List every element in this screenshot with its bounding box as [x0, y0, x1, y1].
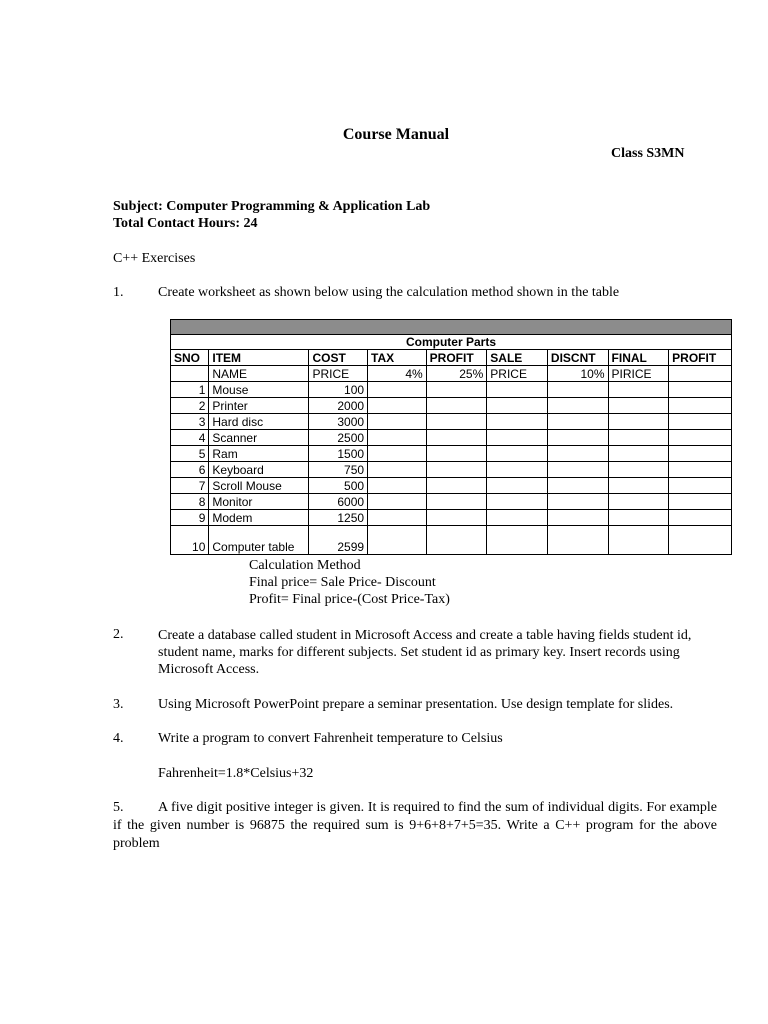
cell-cost: 750	[309, 462, 368, 478]
sub-header-sno	[171, 366, 209, 382]
table-subheader-row	[171, 366, 732, 382]
cell-cost: 2599	[309, 526, 368, 555]
exercise-2-number: 2.	[113, 627, 124, 642]
col-header-sale: SALE	[487, 350, 548, 366]
cell-item: Monitor	[209, 494, 309, 510]
sub-header-profit-2	[669, 366, 732, 382]
cell-sno: 2	[171, 398, 209, 414]
table-header-band	[171, 320, 732, 335]
exercise-3-text: Using Microsoft PowerPoint prepare a seminar presentation. Use design template for slides.	[158, 697, 674, 712]
cell-item: Keyboard	[209, 462, 309, 478]
cell-item: Scanner	[209, 430, 309, 446]
contact-hours: Total Contact Hours: 24	[113, 216, 258, 231]
col-header-tax: TAX	[368, 350, 427, 366]
table-row	[171, 382, 732, 398]
table-caption: Computer Parts	[171, 335, 732, 350]
exercise-2-text: Create a database called student in Microsoft Access and create a table having fields student id, student name, marks for different subjects. Set student id as primary key. Insert records using Microsoft Access.	[158, 628, 692, 677]
col-header-item: ITEM	[209, 350, 309, 366]
exercise-5-paragraph	[113, 799, 717, 853]
cell-cost: 2000	[309, 398, 368, 414]
table-row	[171, 398, 732, 414]
exercise-1-text: Create worksheet as shown below using the calculation method shown in the table	[158, 285, 620, 300]
cell-cost: 6000	[309, 494, 368, 510]
cell-sno: 3	[171, 414, 209, 430]
cell-item: Scroll Mouse	[209, 478, 309, 494]
cell-item: Computer table	[209, 526, 309, 555]
section-heading: C++ Exercises	[113, 251, 196, 266]
worksheet-table	[170, 319, 732, 555]
exercise-5-text: A five digit positive integer is given. It is required to find the sum of individual digits. For example if the given number is 96875 the required sum is 9+6+8+7+5=35. Write a C++ program for the above problem	[113, 800, 717, 851]
cell-item: Modem	[209, 510, 309, 526]
cell-item: Mouse	[209, 382, 309, 398]
class-label: Class S3MN	[611, 146, 685, 161]
calculation-final-price: Final price= Sale Price- Discount	[249, 575, 436, 590]
sub-header-cost: PRICE	[309, 366, 368, 382]
cell-sno: 10	[171, 526, 209, 555]
subject-line: Subject: Computer Programming & Application Lab	[113, 199, 431, 214]
exercise-4-formula: Fahrenheit=1.8*Celsius+32	[158, 766, 314, 781]
cell-sno: 5	[171, 446, 209, 462]
sub-header-tax: 4%	[368, 366, 427, 382]
col-header-profit: PROFIT	[426, 350, 487, 366]
table-row	[171, 510, 732, 526]
table-row	[171, 414, 732, 430]
col-header-profit-2: PROFIT	[669, 350, 732, 366]
cell-sno: 4	[171, 430, 209, 446]
document-title: Course Manual	[342, 126, 450, 143]
exercise-3-number: 3.	[113, 697, 124, 712]
cell-cost: 3000	[309, 414, 368, 430]
sub-header-sale: PRICE	[487, 366, 548, 382]
cell-sno: 9	[171, 510, 209, 526]
calculation-profit: Profit= Final price-(Cost Price-Tax)	[249, 592, 450, 607]
cell-sno: 6	[171, 462, 209, 478]
cell-cost: 2500	[309, 430, 368, 446]
cell-cost: 1500	[309, 446, 368, 462]
exercise-4-number: 4.	[113, 731, 124, 746]
col-header-final: FINAL	[608, 350, 669, 366]
exercise-4-text: Write a program to convert Fahrenheit temperature to Celsius	[158, 731, 503, 746]
exercise-5-number: 5.	[113, 800, 124, 815]
sub-header-item: NAME	[209, 366, 309, 382]
sub-header-discnt: 10%	[547, 366, 608, 382]
cell-item: Hard disc	[209, 414, 309, 430]
sub-header-profit: 25%	[426, 366, 487, 382]
cell-cost: 500	[309, 478, 368, 494]
cell-cost: 100	[309, 382, 368, 398]
cell-sno: 1	[171, 382, 209, 398]
table-row	[171, 462, 732, 478]
sub-header-final: PIRICE	[608, 366, 669, 382]
cell-cost: 1250	[309, 510, 368, 526]
cell-sno: 8	[171, 494, 209, 510]
table-header-row	[171, 350, 732, 366]
cell-sno: 7	[171, 478, 209, 494]
table-row	[171, 446, 732, 462]
calculation-heading: Calculation Method	[249, 558, 361, 573]
col-header-cost: COST	[309, 350, 368, 366]
table-row	[171, 526, 732, 555]
col-header-sno: SNO	[171, 350, 209, 366]
cell-item: Ram	[209, 446, 309, 462]
cell-item: Printer	[209, 398, 309, 414]
table-row	[171, 494, 732, 510]
table-row	[171, 430, 732, 446]
table-caption-row	[171, 335, 732, 350]
table-row	[171, 478, 732, 494]
col-header-discnt: DISCNT	[547, 350, 608, 366]
exercise-1-number: 1.	[113, 285, 124, 300]
